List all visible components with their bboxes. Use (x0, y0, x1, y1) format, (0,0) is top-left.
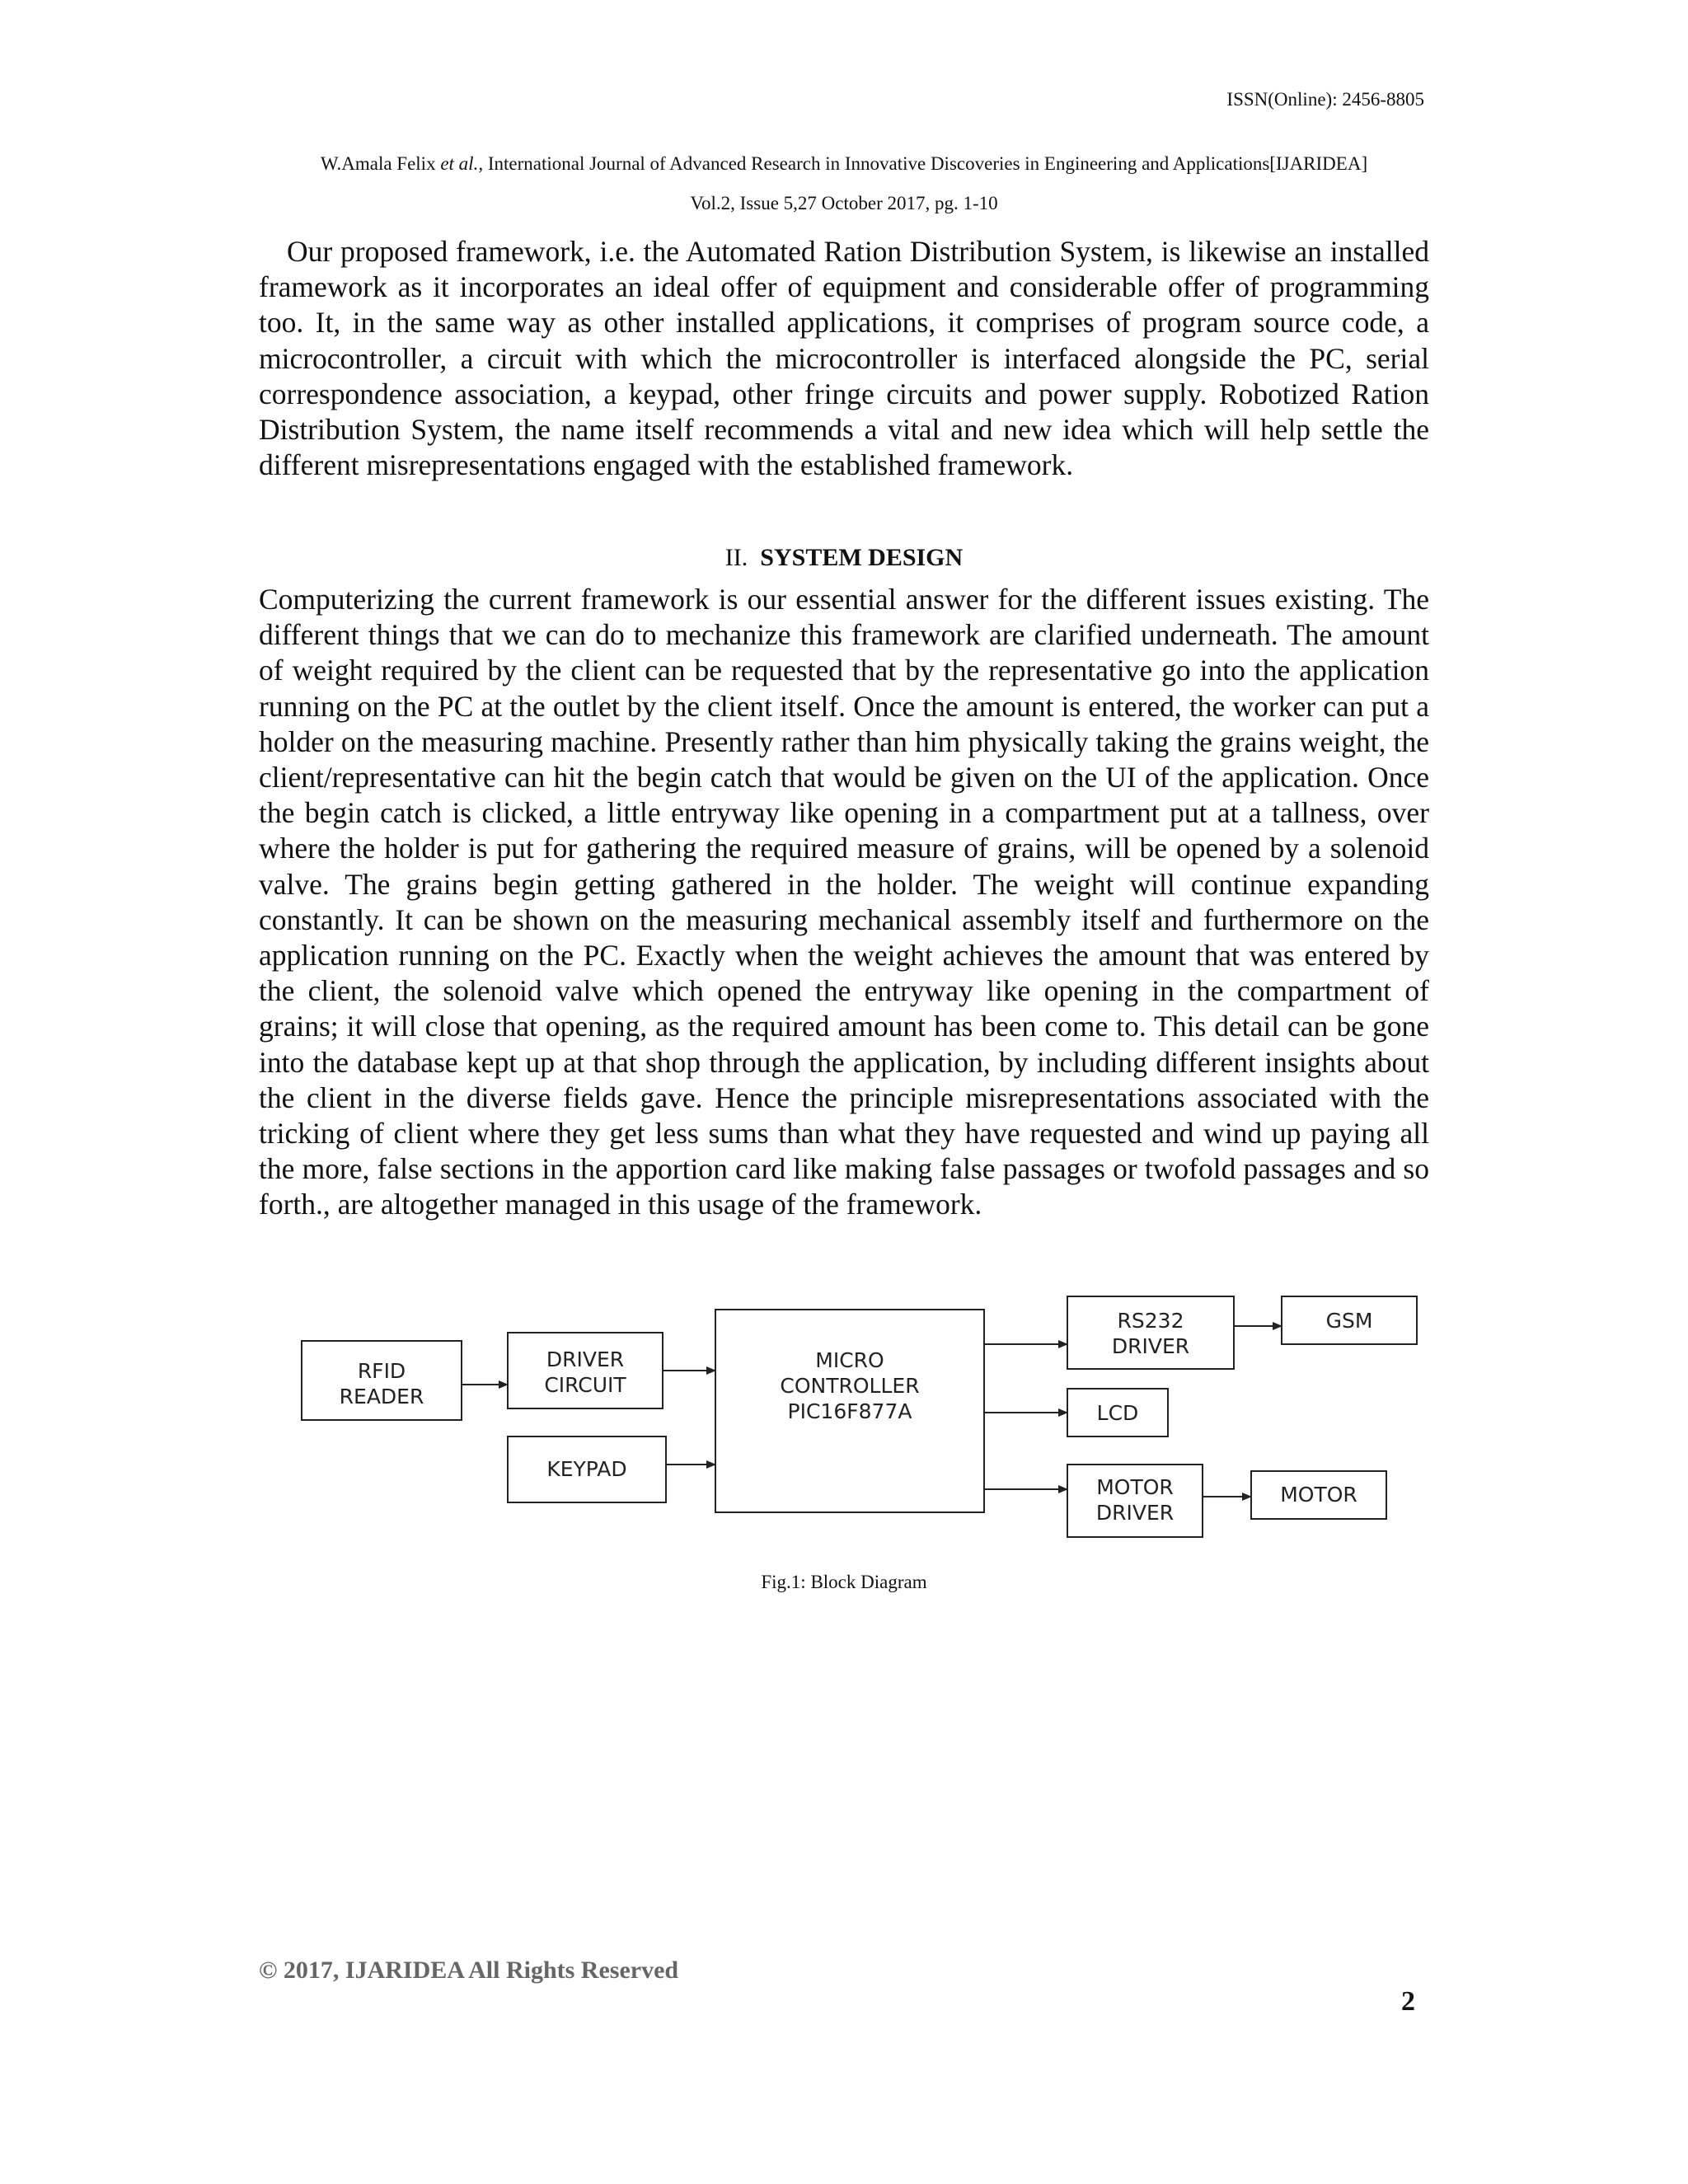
rfid-reader-block (302, 1341, 462, 1420)
mcu-label-line2: CONTROLLER (780, 1374, 920, 1398)
lcd-block (1067, 1389, 1168, 1436)
volume-line: Vol.2, Issue 5,27 October 2017, pg. 1-10 (690, 193, 998, 213)
rfid-label-line2: READER (339, 1385, 424, 1408)
driver-circuit-block (508, 1333, 663, 1408)
keypad-label: KEYPAD (546, 1457, 627, 1481)
system-design-paragraph: Computerizing the current framework is our essential answer for the different issues existing. The different things that we can do to mechanize this framework are clarified underneath. The amount of weight required by the client can be requested that by the representative go into the application running on the PC at the outlet by the client itself. Once the amount is entered, the worker can put a holder on the measuring machine. Presently rather than him physically taking the grains weight, the client/representative can hit the begin catch that would be given on the UI of the application. Once the begin catch is clicked, a little entryway like opening in a compartment put at a tallness, over where the holder is put for gathering the required measure of grains, will be opened by a solenoid valve. The grains begin getting gathered in the holder. The weight will continue expanding constantly. It can be shown on the measuring mechanical assembly itself and furthermore on the application running on the PC. Exactly when the weight achieves the amount that was entered by the client, the solenoid valve which opened the entryway like opening in the compartment of grains; it will close that opening, as the required amount has been come to. This detail can be gone into the database kept up at that shop through the application, by including different insights about the client in the diverse fields gave. Hence the principle misrepresentations associated with the tricking of client where they get less sums than what they have requested and wind up paying all the more, false sections in the apportion card like making false passages or twofold passages and so forth., are altogether managed in this usage of the framework. (259, 583, 1429, 1221)
block-diagram (297, 1290, 1426, 1545)
motor-label: MOTOR (1280, 1483, 1357, 1507)
microcontroller-block (715, 1310, 984, 1512)
figure-caption: Fig.1: Block Diagram (761, 1572, 927, 1592)
lcd-label: LCD (1096, 1401, 1139, 1425)
motor-driver-label-line1: MOTOR (1096, 1475, 1174, 1499)
rs232-label-line2: DRIVER (1111, 1334, 1190, 1358)
et-al: et al., (440, 153, 484, 174)
intro-paragraph: Our proposed framework, i.e. the Automated Ration Distribution System, is likewise an installed framework as it incorporates an ideal offer of equipment and considerable offer of programming too. It, in the same way as other installed applications, it comprises of program source code, a microcontroller, a circuit with which the microcontroller is interfaced alongside the PC, serial correspondence association, a keypad, other fringe circuits and power supply. Robotized Ration Distribution System, the name itself recommends a vital and new idea which will help settle the different misrepresentations engaged with the established framework. (259, 235, 1429, 482)
journal-name: International Journal of Advanced Research in Innovative Discoveries in Engineering and Applications[IJARIDEA] (487, 153, 1368, 174)
section-number: II. (724, 544, 748, 571)
rs232-driver-block (1067, 1296, 1234, 1369)
copyright-notice: © 2017, IJARIDEA All Rights Reserved (259, 1957, 679, 1984)
motor-driver-block (1067, 1465, 1203, 1537)
mcu-label-line3: PIC16F877A (787, 1399, 912, 1423)
section-heading (259, 544, 1429, 572)
author-name: W.Amala Felix (320, 153, 436, 174)
running-head (262, 153, 1426, 175)
rs232-label-line1: RS232 (1117, 1309, 1184, 1333)
driver-label-line2: CIRCUIT (544, 1373, 626, 1397)
motor-block (1251, 1471, 1386, 1519)
driver-label-line1: DRIVER (546, 1347, 625, 1371)
page-number: 2 (1401, 1986, 1415, 2017)
gsm-block (1282, 1296, 1417, 1344)
motor-driver-label-line2: DRIVER (1095, 1501, 1175, 1525)
keypad-block (508, 1436, 666, 1502)
section-title: SYSTEM DESIGN (760, 544, 964, 571)
issn-line: ISSN(Online): 2456-8805 (1226, 89, 1424, 110)
gsm-label: GSM (1325, 1309, 1373, 1333)
mcu-label-line1: MICRO (815, 1348, 884, 1372)
rfid-label-line1: RFID (357, 1359, 406, 1383)
